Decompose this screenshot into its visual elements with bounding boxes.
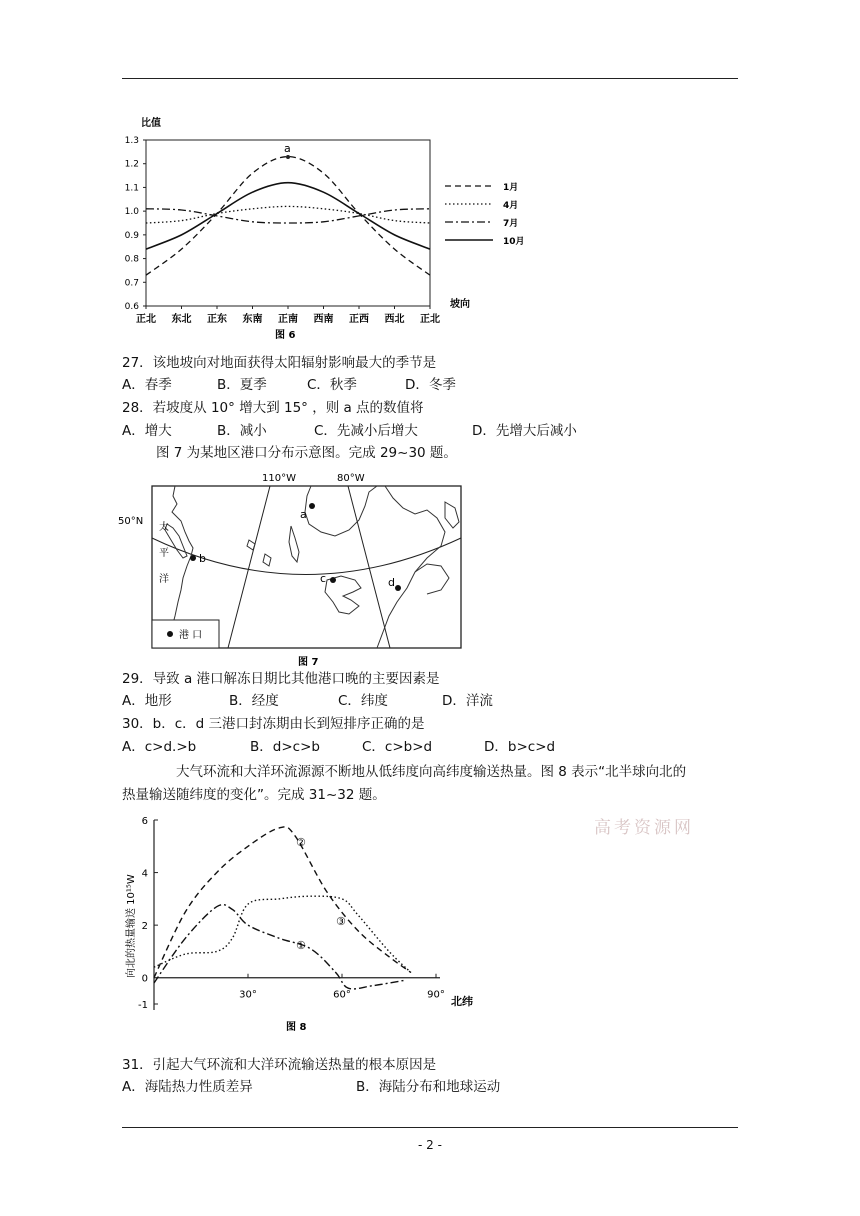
fig6-legend-label: 7月	[503, 219, 519, 229]
fig6-ytick-label: 0.8	[124, 254, 139, 265]
fig6-xtick-label: 正南	[278, 314, 298, 325]
fig8-xtick-label: 30°	[239, 989, 257, 1001]
q27-option-d[interactable]: D．冬季	[405, 377, 456, 393]
q30-option-c[interactable]: C．c>b>d	[362, 739, 433, 755]
intro-31-32-line1: 大气环流和大洋环流源源不断地从低纬度向高纬度输送热量。图 8 表示“北半球向北的	[176, 764, 687, 780]
fig7-east-coast	[377, 486, 445, 648]
fig6-ytick-label: 0.9	[124, 230, 139, 241]
figure-6-chart	[115, 110, 555, 342]
fig7-great-lakes	[325, 576, 361, 614]
fig6-ytick-label: 1.0	[124, 207, 139, 218]
fig7-port-d-marker	[395, 585, 401, 591]
fig8-ytick-label: 4	[141, 868, 148, 880]
fig8-xtick-label: 90°	[427, 989, 445, 1001]
q28-option-d[interactable]: D．先增大后减小	[472, 423, 577, 439]
fig6-point-a	[286, 155, 290, 159]
q27-option-c[interactable]: C．秋季	[307, 377, 357, 393]
fig7-port-a-marker	[309, 503, 315, 509]
fig7-lon-110w: 110°W	[262, 473, 296, 484]
q28-option-b[interactable]: B．减小	[217, 423, 267, 439]
fig6-plot-frame	[146, 140, 430, 306]
fig8-ytick-label: -1	[138, 1000, 148, 1011]
fig8-ytick-label: 2	[141, 921, 148, 933]
q31-option-b[interactable]: B．海陆分布和地球运动	[356, 1079, 501, 1095]
fig6-xtick-label: 正北	[136, 314, 156, 325]
fig8-curve-label-2: ②	[296, 836, 306, 849]
q28-option-c[interactable]: C．先减小后增大	[314, 423, 418, 439]
q28-option-a[interactable]: A．增大	[122, 423, 172, 439]
fig8-ytick-label: 6	[141, 816, 148, 827]
fig6-series-line-4	[146, 183, 430, 249]
fig7-caption: 图 7	[298, 657, 319, 668]
fig6-y-axis-label: 比值	[141, 118, 161, 129]
fig6-legend-label: 10月	[503, 237, 525, 247]
q29-stem: 29．导致 a 港口解冻日期比其他港口晚的主要因素是	[122, 671, 440, 687]
q29-option-a[interactable]: A．地形	[122, 693, 172, 709]
fig7-ocean-char-3: 洋	[159, 574, 169, 585]
q29-option-b[interactable]: B．经度	[229, 693, 279, 709]
fig6-caption: 图 6	[275, 330, 296, 341]
fig7-port-c-label: c	[320, 572, 327, 585]
figure-8-chart	[118, 810, 488, 1036]
fig7-lat-50n: 50°N	[118, 516, 144, 527]
fig6-series-line-1	[146, 157, 430, 276]
fig6-legend-label: 4月	[503, 201, 519, 211]
page-number: - 2 -	[418, 1138, 442, 1152]
q31-option-a[interactable]: A．海陆热力性质差异	[122, 1079, 253, 1095]
fig7-newfoundland	[445, 502, 459, 528]
fig7-port-c-marker	[330, 577, 336, 583]
fig6-xtick-label: 东北	[171, 314, 192, 325]
fig6-xtick-label: 东南	[242, 314, 263, 325]
q30-stem: 30．b．c．d 三港口封冻期由长到短排序正确的是	[122, 716, 425, 732]
q29-option-d[interactable]: D．洋流	[442, 693, 493, 709]
fig7-port-b-label: b	[199, 552, 206, 565]
fig8-series-line-3	[154, 896, 411, 972]
fig6-ytick-label: 1.3	[124, 136, 139, 146]
footer-rule	[122, 1127, 738, 1128]
fig6-point-a-label: a	[284, 142, 291, 155]
fig7-lake-winnipeg	[289, 526, 299, 562]
fig6-ytick-label: 1.1	[124, 183, 139, 194]
fig7-gulf-st-lawrence	[415, 564, 449, 594]
fig8-caption: 图 8	[286, 1022, 307, 1033]
fig6-series-line-2	[146, 206, 430, 223]
fig8-curve-label-1: ①	[296, 939, 306, 952]
q30-option-a[interactable]: A．c>d.>b	[122, 739, 197, 755]
watermark: 高考资源网	[594, 818, 694, 838]
fig6-x-axis-label: 坡向	[450, 299, 470, 310]
figure-7-map	[115, 466, 470, 670]
fig7-port-d-label: d	[388, 576, 395, 589]
fig8-xtick-label: 60°	[333, 989, 351, 1001]
fig6-xtick-label: 正北	[420, 314, 440, 325]
fig7-lon-80w: 80°W	[337, 473, 365, 484]
fig6-ytick-label: 0.7	[124, 278, 139, 289]
q27-stem: 27．该地坡向对地面获得太阳辐射影响最大的季节是	[122, 355, 437, 371]
q27-option-a[interactable]: A．春季	[122, 377, 172, 393]
fig7-ocean-char-1: 太	[159, 522, 169, 533]
fig7-legend-marker	[167, 631, 173, 637]
fig8-y-axis-label: 向北的热量输送 10¹⁵W	[126, 874, 137, 978]
fig6-ytick-label: 0.6	[124, 302, 139, 312]
q28-stem: 28．若坡度从 10° 增大到 15° ，则 a 点的数值将	[122, 400, 424, 416]
fig8-series-line-2	[154, 827, 411, 978]
fig7-hudson-bay	[305, 486, 377, 536]
fig6-xtick-label: 西南	[313, 314, 334, 325]
fig6-xtick-label: 正西	[349, 314, 369, 325]
q31-stem: 31．引起大气环流和大洋环流输送热量的根本原因是	[122, 1057, 437, 1073]
fig7-port-b-marker	[190, 555, 196, 561]
q27-option-b[interactable]: B．夏季	[217, 377, 267, 393]
intro-31-32-line2: 热量输送随纬度的变化”。完成 31~32 题。	[122, 787, 386, 803]
fig8-ytick-label: 0	[141, 973, 148, 985]
fig6-legend-label: 1月	[503, 183, 519, 193]
fig6-series-line-3	[146, 209, 430, 223]
fig8-curve-label-3: ③	[336, 915, 346, 928]
fig7-port-a-label: a	[300, 508, 307, 521]
q29-option-c[interactable]: C．纬度	[338, 693, 388, 709]
fig6-ytick-label: 1.2	[124, 159, 139, 170]
fig8-x-axis-label: 北纬	[451, 995, 473, 1008]
fig6-xtick-label: 正东	[207, 314, 227, 325]
header-rule	[122, 78, 738, 79]
fig8-series-line-1	[154, 905, 405, 989]
q30-option-b[interactable]: B．d>c>b	[250, 739, 320, 755]
q30-option-d[interactable]: D．b>c>d	[484, 739, 556, 755]
fig7-legend-text: 港 口	[179, 630, 203, 641]
fig6-xtick-label: 西北	[384, 314, 405, 325]
intro-29-30: 图 7 为某地区港口分布示意图。完成 29~30 题。	[156, 445, 457, 461]
fig7-meridian-80w	[348, 486, 390, 648]
fig7-ocean-char-2: 平	[159, 548, 169, 559]
